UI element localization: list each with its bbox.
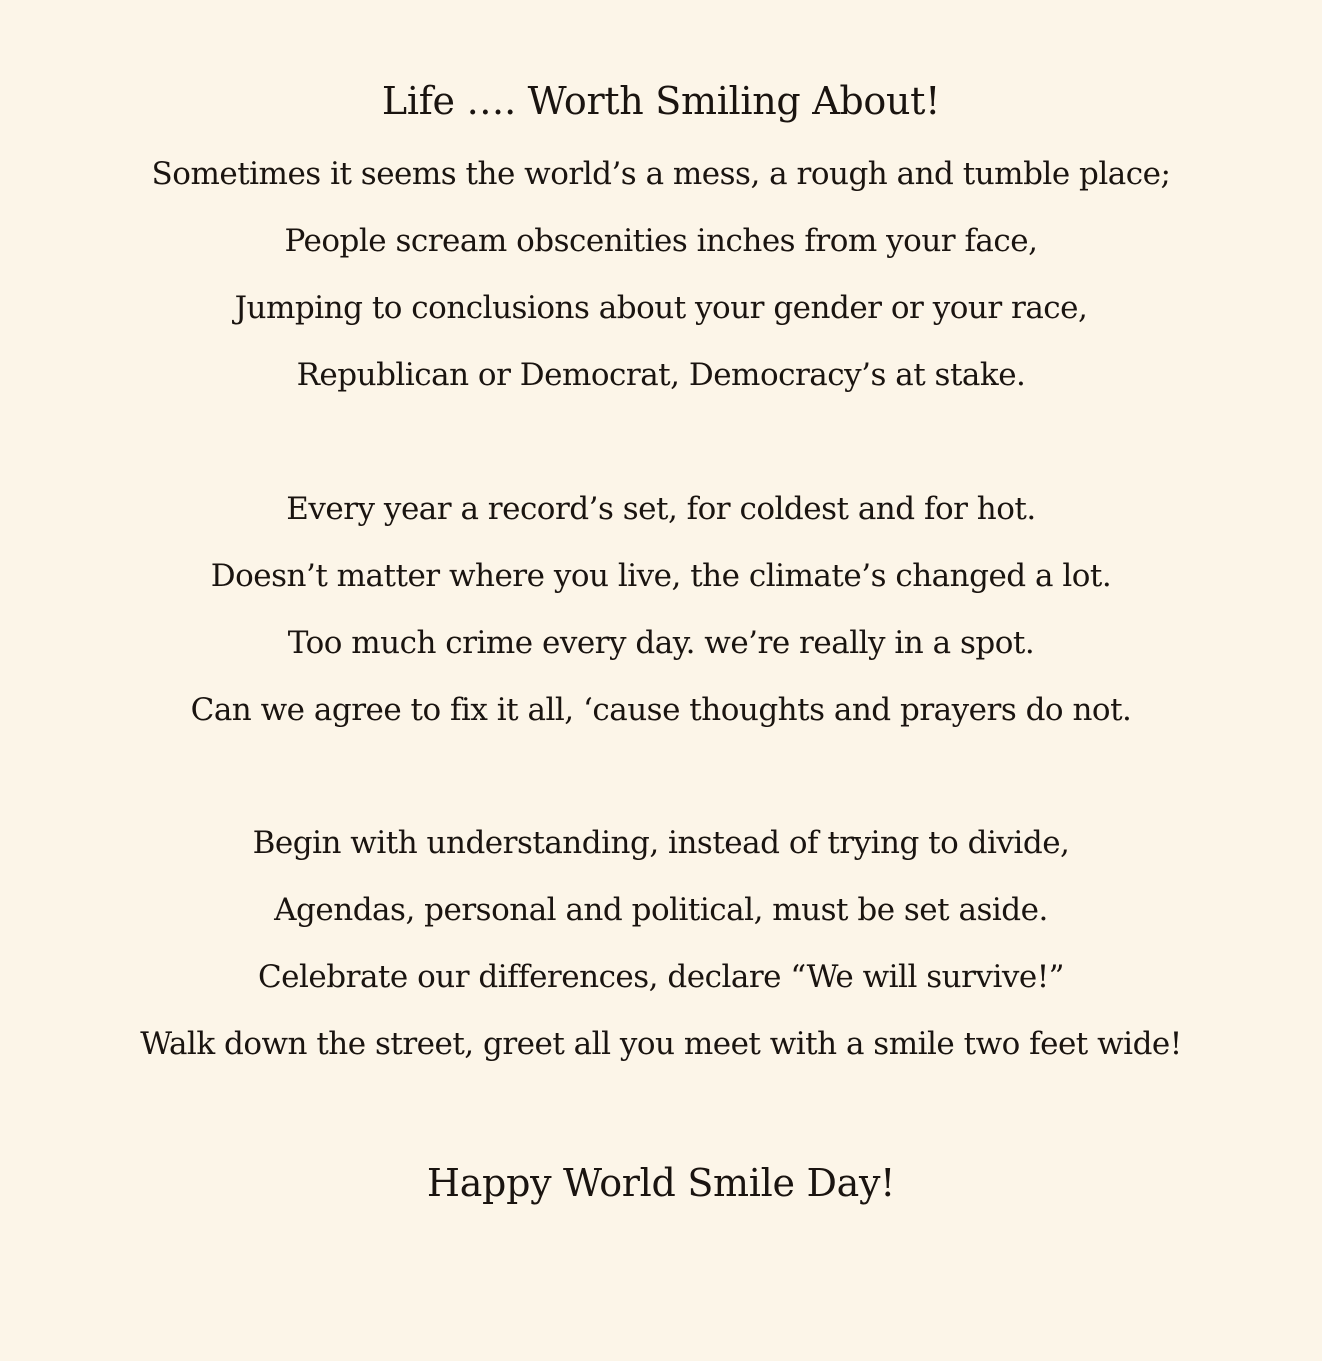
poem-line: Every year a record’s set, for coldest and for hot. xyxy=(286,491,1036,527)
poem-line: People scream obscenities inches from your face, xyxy=(284,223,1038,259)
poem-line: Republican or Democrat, Democracy’s at stake. xyxy=(296,357,1026,393)
poem-line: Doesn’t matter where you live, the climate’s changed a lot. xyxy=(210,558,1112,594)
poem-title: Life …. Worth Smiling About! xyxy=(381,79,941,123)
poem-line: Sometimes it seems the world’s a mess, a rough and tumble place; xyxy=(151,156,1171,192)
poem-line: Too much crime every day. we’re really in a spot. xyxy=(287,625,1035,661)
poem-line: Agendas, personal and political, must be set aside. xyxy=(274,892,1048,928)
stanza-1 xyxy=(0,141,1322,409)
poem-line: Begin with understanding, instead of trying to divide, xyxy=(252,825,1070,861)
poem-line: Celebrate our differences, declare “We will survive!” xyxy=(257,959,1065,995)
poem-line: Can we agree to fix it all, ‘cause thoughts and prayers do not. xyxy=(190,692,1132,728)
stanza-3 xyxy=(0,810,1322,1078)
closing-line: Happy World Smile Day! xyxy=(426,1161,896,1205)
poem-line: Walk down the street, greet all you meet with a smile two feet wide! xyxy=(140,1026,1182,1062)
stanza-2 xyxy=(0,476,1322,744)
poem-line: Jumping to conclusions about your gender or your race, xyxy=(234,290,1088,326)
